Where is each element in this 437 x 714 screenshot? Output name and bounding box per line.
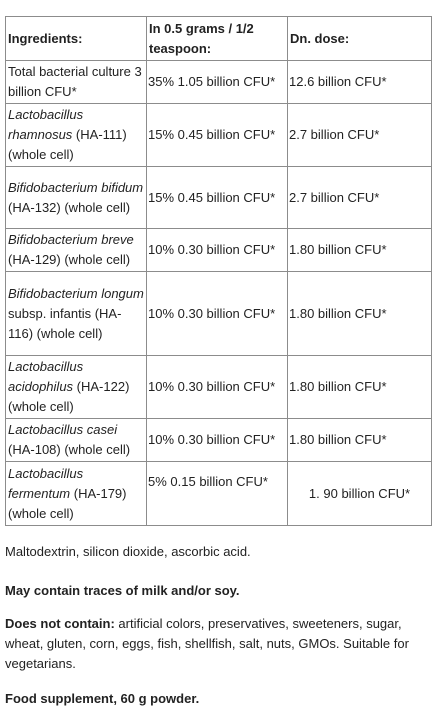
ingredient-dose: 2.7 billion CFU* bbox=[288, 104, 432, 167]
header-daily-dose: Dn. dose: bbox=[288, 17, 432, 61]
table-header-row bbox=[6, 17, 432, 61]
allergen-notice: May contain traces of milk and/or soy. bbox=[5, 583, 240, 598]
ingredient-strain: (HA-179) (whole cell) bbox=[8, 485, 127, 521]
ingredient-name bbox=[6, 419, 147, 462]
free-from-text: artificial colors, preservatives, sweeteners, sugar, wheat, gluten, corn, eggs, fish, shellfish, salt, nuts, GMOs. Suitable for vegetarians. bbox=[5, 616, 409, 671]
other-ingredients: Maltodextrin, silicon dioxide, ascorbic acid. bbox=[5, 544, 251, 559]
ingredient-strain: (HA-111) (whole cell) bbox=[8, 127, 127, 162]
table-row bbox=[6, 104, 432, 167]
ingredient-serving: 10% 0.30 billion CFU* bbox=[147, 272, 288, 356]
ingredient-species: Lactobacillus fermentum bbox=[8, 465, 84, 501]
ingredient-serving: 15% 0.45 billion CFU* bbox=[147, 104, 288, 167]
ingredient-species: Bifidobacterium breve bbox=[8, 232, 134, 247]
ingredient-strain: (HA-132) (whole cell) bbox=[8, 199, 131, 215]
header-ingredients: Ingredients: bbox=[6, 17, 147, 61]
ingredient-dose: 1.80 billion CFU* bbox=[288, 229, 432, 272]
ingredient-species: Lactobacillus rhamnosus bbox=[8, 107, 84, 142]
ingredient-strain: (HA-108) (whole cell) bbox=[8, 442, 131, 457]
ingredient-name bbox=[6, 61, 147, 104]
ingredient-serving: 10% 0.30 billion CFU* bbox=[147, 229, 288, 272]
ingredient-species: Lactobacillus casei bbox=[8, 422, 118, 437]
free-from-statement bbox=[5, 614, 431, 674]
header-per-serving: In 0.5 grams / 1/2 teaspoon: bbox=[147, 17, 288, 61]
table-row bbox=[6, 167, 432, 229]
ingredient-serving: 35% 1.05 billion CFU* bbox=[147, 61, 288, 104]
ingredient-strain: (HA-129) (whole cell) bbox=[8, 252, 131, 267]
ingredient-name bbox=[6, 462, 147, 526]
ingredient-species: Bifidobacterium bifidum bbox=[8, 179, 144, 195]
ingredient-species: Lactobacillus acidophilus bbox=[8, 359, 84, 394]
table-row bbox=[6, 229, 432, 272]
table-row bbox=[6, 419, 432, 462]
ingredient-serving: 10% 0.30 billion CFU* bbox=[147, 356, 288, 419]
table-row bbox=[6, 272, 432, 356]
ingredient-dose: 1.80 billion CFU* bbox=[288, 356, 432, 419]
free-from-label: Does not contain: bbox=[5, 616, 115, 631]
ingredient-name bbox=[6, 356, 147, 419]
ingredient-serving: 5% 0.15 billion CFU* bbox=[147, 462, 288, 526]
product-line: Food supplement, 60 g powder. bbox=[5, 691, 200, 706]
ingredient-dose: 1. 90 billion CFU* bbox=[288, 462, 432, 526]
ingredient-strain: subsp. infantis (HA-116) (whole cell) bbox=[8, 305, 122, 341]
ingredient-name bbox=[6, 272, 147, 356]
table-row bbox=[6, 462, 432, 526]
ingredient-name bbox=[6, 229, 147, 272]
ingredient-serving: 15% 0.45 billion CFU* bbox=[147, 167, 288, 229]
ingredient-name-text: Total bacterial culture 3 billion CFU* bbox=[8, 64, 142, 99]
ingredient-dose: 1.80 billion CFU* bbox=[288, 419, 432, 462]
table-row bbox=[6, 61, 432, 104]
ingredient-serving: 10% 0.30 billion CFU* bbox=[147, 419, 288, 462]
ingredient-strain: (HA-122) (whole cell) bbox=[8, 379, 130, 414]
table-row bbox=[6, 356, 432, 419]
ingredient-dose: 2.7 billion CFU* bbox=[288, 167, 432, 229]
ingredients-table bbox=[5, 16, 432, 526]
ingredient-name bbox=[6, 104, 147, 167]
ingredient-species: Bifidobacterium longum bbox=[8, 285, 144, 301]
ingredient-dose: 1.80 billion CFU* bbox=[288, 272, 432, 356]
ingredient-name bbox=[6, 167, 147, 229]
ingredient-dose: 12.6 billion CFU* bbox=[288, 61, 432, 104]
product-info-page bbox=[5, 0, 431, 709]
